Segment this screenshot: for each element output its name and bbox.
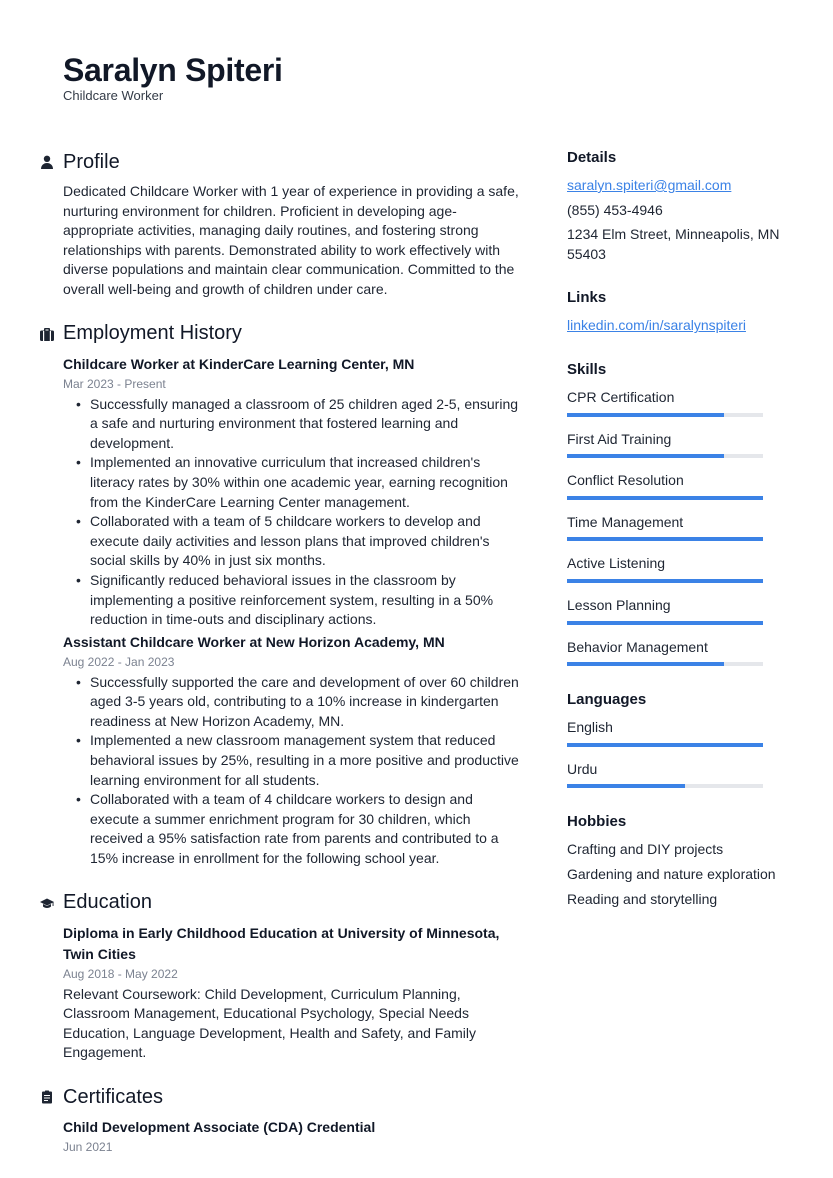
skill-level-fill: [567, 454, 724, 458]
skill-label: CPR Certification: [567, 388, 675, 405]
skill-item: [567, 513, 797, 542]
language-item: [567, 718, 797, 747]
certificate-icon: [40, 1090, 54, 1104]
skill-level-fill: [567, 621, 763, 625]
main-column: [40, 148, 522, 1176]
language-label: English: [567, 719, 613, 736]
skill-label: Conflict Resolution: [567, 472, 684, 489]
list-item: Gardening and nature exploration: [567, 865, 776, 882]
language-level-fill: [567, 784, 685, 788]
list-item: • Collaborated with a team of 4 childcare workers to design and execute a summer enrichment program for 30 children, which received a 95% satisfaction rate from parents and contributed to a 15% increase in enrollment for the following school year.: [74, 790, 522, 868]
job-title-heading: Assistant Childcare Worker at New Horizon Academy, MN: [63, 633, 445, 650]
person-icon: [40, 155, 54, 169]
skill-level-fill: [567, 662, 724, 666]
skill-level-fill: [567, 496, 763, 500]
certificate-date: Jun 2021: [63, 1140, 113, 1154]
skills-block: [567, 360, 797, 666]
job-bullets: [63, 673, 522, 869]
skill-item: [567, 430, 797, 459]
certificate-title: Child Development Associate (CDA) Credential: [63, 1119, 376, 1135]
job-date: Aug 2022 - Jan 2023: [63, 654, 175, 669]
links-heading: Links: [567, 289, 607, 307]
phone-number: (855) 453-4946: [567, 201, 663, 218]
skill-item: [567, 471, 797, 500]
skill-level-track: [567, 662, 763, 666]
list-item: Crafting and DIY projects: [567, 841, 724, 858]
briefcase-icon: [40, 327, 54, 341]
skill-level-fill: [567, 537, 763, 541]
skill-level-fill: [567, 579, 763, 583]
skill-label: Lesson Planning: [567, 596, 671, 613]
job-bullets: [63, 395, 522, 630]
skills-list: [567, 388, 797, 666]
skill-label: Time Management: [567, 513, 684, 530]
links-block: [567, 288, 797, 336]
section-title-certificates: Certificates: [63, 1085, 164, 1108]
skill-item: [567, 388, 797, 417]
language-level-fill: [567, 743, 763, 747]
skills-heading: Skills: [567, 360, 607, 378]
skill-level-track: [567, 454, 763, 458]
skill-level-track: [567, 496, 763, 500]
skill-item: [567, 596, 797, 625]
skill-level-track: [567, 537, 763, 541]
education-entry: [63, 923, 522, 1063]
education-section: [40, 889, 522, 1063]
skill-level-track: [567, 579, 763, 583]
list-item: Reading and storytelling: [567, 890, 718, 907]
list-item: • Implemented a new classroom management system that reduced behavioral issues by 25%, resulting in a more positive and productive learning environment for all students.: [74, 731, 522, 790]
section-title-profile: Profile: [63, 150, 120, 173]
linkedin-link[interactable]: linkedin.com/in/saralynspiteri: [567, 317, 746, 334]
list-item: • Successfully supported the care and development of over 60 children aged 3-5 years old, contributing to a 10% increase in kindergarten readiness at New Horizon Academy, MN.: [74, 673, 522, 732]
hobbies-heading: Hobbies: [567, 813, 627, 831]
list-item: • Successfully managed a classroom of 25 children aged 2-5, ensuring a safe and nurturing environment that fostered learning and development.: [74, 395, 522, 454]
degree-title: Diploma in Early Childhood Education at University of Minnesota, Twin Cities: [63, 924, 500, 962]
certificates-section: [40, 1083, 522, 1156]
details-block: [567, 148, 797, 264]
education-date: Aug 2018 - May 2022: [63, 966, 178, 981]
skill-label: Active Listening: [567, 555, 666, 572]
language-level-track: [567, 743, 763, 747]
certificate-entry: [63, 1117, 522, 1156]
skill-level-track: [567, 413, 763, 417]
job-title-heading: Childcare Worker at KinderCare Learning Center, MN: [63, 355, 415, 372]
languages-heading: Languages: [567, 691, 647, 709]
job-entry: [63, 632, 522, 869]
address: 1234 Elm Street, Minneapolis, MN 55403: [567, 226, 780, 262]
profile-summary: Dedicated Childcare Worker with 1 year of experience in providing a safe, nurturing environment for children. Proficient in developing age-appropriate activities, managing daily routines, and fostering strong relationships with parents. Demonstrated ability to work effectively with diverse populations and maintain clear communication. Committed to the overall well-being and growth of children under care.: [63, 183, 519, 297]
sidebar: [567, 148, 797, 933]
coursework-text: Relevant Coursework: Child Development, Curriculum Planning, Classroom Management, Educational Psychology, Special Needs Education, Language Development, Health and Safety, and Family Engagement.: [63, 985, 476, 1061]
list-item: • Collaborated with a team of 5 childcare workers to develop and execute daily activities and lesson plans that improved children's social skills by 40% in just six months.: [74, 512, 522, 571]
section-title-employment: Employment History: [63, 322, 242, 345]
section-title-education: Education: [63, 891, 152, 914]
language-level-track: [567, 784, 763, 788]
email-link[interactable]: saralyn.spiteri@gmail.com: [567, 177, 732, 193]
language-item: [567, 760, 797, 789]
hobbies-block: [567, 812, 797, 909]
graduation-cap-icon: [40, 896, 54, 910]
profile-section: [40, 148, 522, 300]
language-label: Urdu: [567, 760, 598, 777]
skill-level-fill: [567, 413, 724, 417]
list-item: • Implemented an innovative curriculum that increased children's literacy rates by 30% within one academic year, earning recognition from the KinderCare Learning Center management.: [74, 453, 522, 512]
skill-level-track: [567, 621, 763, 625]
candidate-name: Saralyn Spiteri: [63, 52, 283, 88]
job-entry: [63, 354, 522, 630]
languages-list: [567, 718, 797, 788]
job-date: Mar 2023 - Present: [63, 376, 166, 391]
details-heading: Details: [567, 149, 617, 166]
employment-section: [40, 320, 522, 869]
skill-item: [567, 554, 797, 583]
skill-label: First Aid Training: [567, 430, 672, 447]
languages-block: [567, 690, 797, 788]
skill-label: Behavior Management: [567, 638, 708, 655]
list-item: • Significantly reduced behavioral issues in the classroom by implementing a positive reinforcement system, resulting in a 50% reduction in time-outs and disciplinary actions.: [74, 571, 522, 630]
skill-item: [567, 638, 797, 667]
job-title: Childcare Worker: [63, 88, 164, 103]
